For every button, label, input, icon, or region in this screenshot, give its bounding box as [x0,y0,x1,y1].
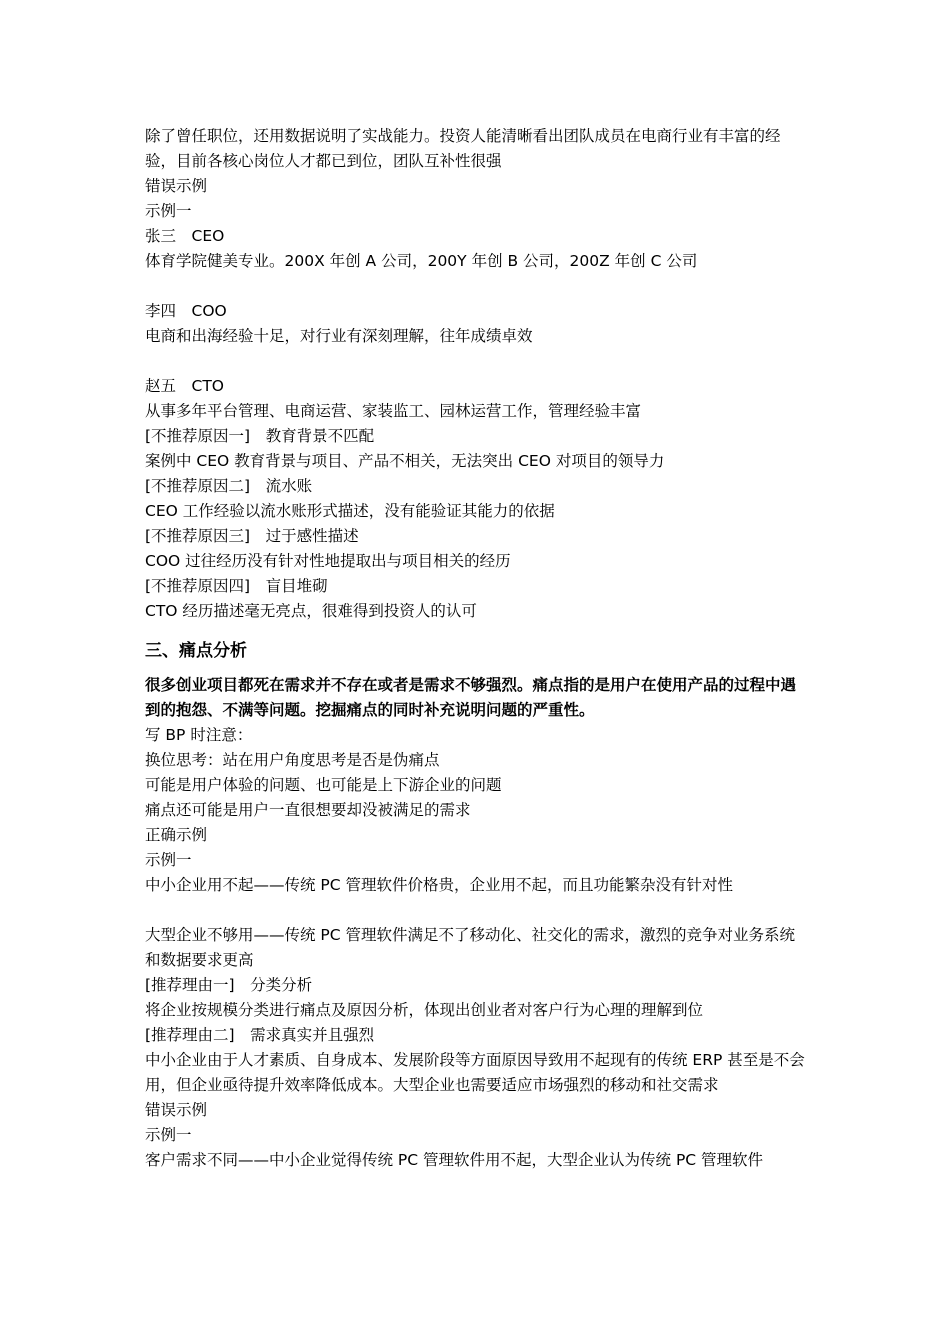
intro-paragraph: 除了曾任职位，还用数据说明了实战能力。投资人能清晰看出团队成员在电商行业有丰富的经验，目前各核心岗位人才都已到位，团队互补性很强 [145,127,781,170]
spacer [145,349,810,374]
reason-tag-1: [不推荐原因一] 教育背景不匹配 [145,427,375,445]
spacer [145,898,810,923]
wrong-example-heading: 错误示例 [145,177,208,195]
reason-text-3: COO 过往经历没有针对性地提取出与项目相关的经历 [145,552,511,570]
wrong-line-1: 客户需求不同——中小企业觉得传统 PC 管理软件用不起，大型企业认为传统 PC 管理软件 [145,1151,764,1169]
reason-tag-4: [不推荐原因四] 盲目堆砌 [145,577,328,595]
reason-text-1: 案例中 CEO 教育背景与项目、产品不相关，无法突出 CEO 对项目的领导力 [145,452,665,470]
wrong-example-heading-2: 错误示例 [145,1101,208,1119]
reason-tag-3: [不推荐原因三] 过于感性描述 [145,527,359,545]
example-label: 示例一 [145,202,192,220]
recommend-text-2: 中小企业由于人才素质、自身成本、发展阶段等方面原因导致用不起现有的传统 ERP 甚至是不会用，但企业亟待提升效率降低成本。大型企业也需要适应市场强烈的移动和社交需求 [145,1051,805,1094]
note-item: 换位思考：站在用户角度思考是否是伪痛点 [145,751,440,769]
member-desc-ceo: 体育学院健美专业。200X 年创 A 公司，200Y 年创 B 公司，200Z 年创 C 公司 [145,252,698,270]
correct-line-1: 中小企业用不起——传统 PC 管理软件价格贵，企业用不起，而且功能繁杂没有针对性 [145,876,734,894]
example-label: 示例一 [145,851,192,869]
member-title-coo: 李四 COO [145,302,227,320]
recommend-tag-1: [推荐理由一] 分类分析 [145,976,313,994]
example-label: 示例一 [145,1126,192,1144]
reason-text-2: CEO 工作经验以流水账形式描述，没有能验证其能力的依据 [145,502,555,520]
member-title-cto: 赵五 CTO [145,377,224,395]
document-body [145,124,810,1173]
section-heading: 三、痛点分析 [145,641,247,661]
member-title-ceo: 张三 CEO [145,227,225,245]
spacer [145,274,810,299]
recommend-tag-2: [推荐理由二] 需求真实并且强烈 [145,1026,375,1044]
note-item: 痛点还可能是用户一直很想要却没被满足的需求 [145,801,471,819]
correct-line-2: 大型企业不够用——传统 PC 管理软件满足不了移动化、社交化的需求，激烈的竞争对业务系统和数据要求更高 [145,926,796,969]
member-desc-coo: 电商和出海经验十足，对行业有深刻理解，往年成绩卓效 [145,327,533,345]
recommend-text-1: 将企业按规模分类进行痛点及原因分析，体现出创业者对客户行为心理的理解到位 [145,1001,704,1019]
reason-text-4: CTO 经历描述毫无亮点，很难得到投资人的认可 [145,602,477,620]
section-lead: 很多创业项目都死在需求并不存在或者是需求不够强烈。痛点指的是用户在使用产品的过程中遇到的抱怨、不满等问题。挖掘痛点的同时补充说明问题的严重性。 [145,676,797,719]
reason-tag-2: [不推荐原因二] 流水账 [145,477,313,495]
correct-example-heading: 正确示例 [145,826,208,844]
notes-title: 写 BP 时注意： [145,726,253,744]
note-item: 可能是用户体验的问题、也可能是上下游企业的问题 [145,776,502,794]
member-desc-cto: 从事多年平台管理、电商运营、家装监工、园林运营工作，管理经验丰富 [145,402,642,420]
